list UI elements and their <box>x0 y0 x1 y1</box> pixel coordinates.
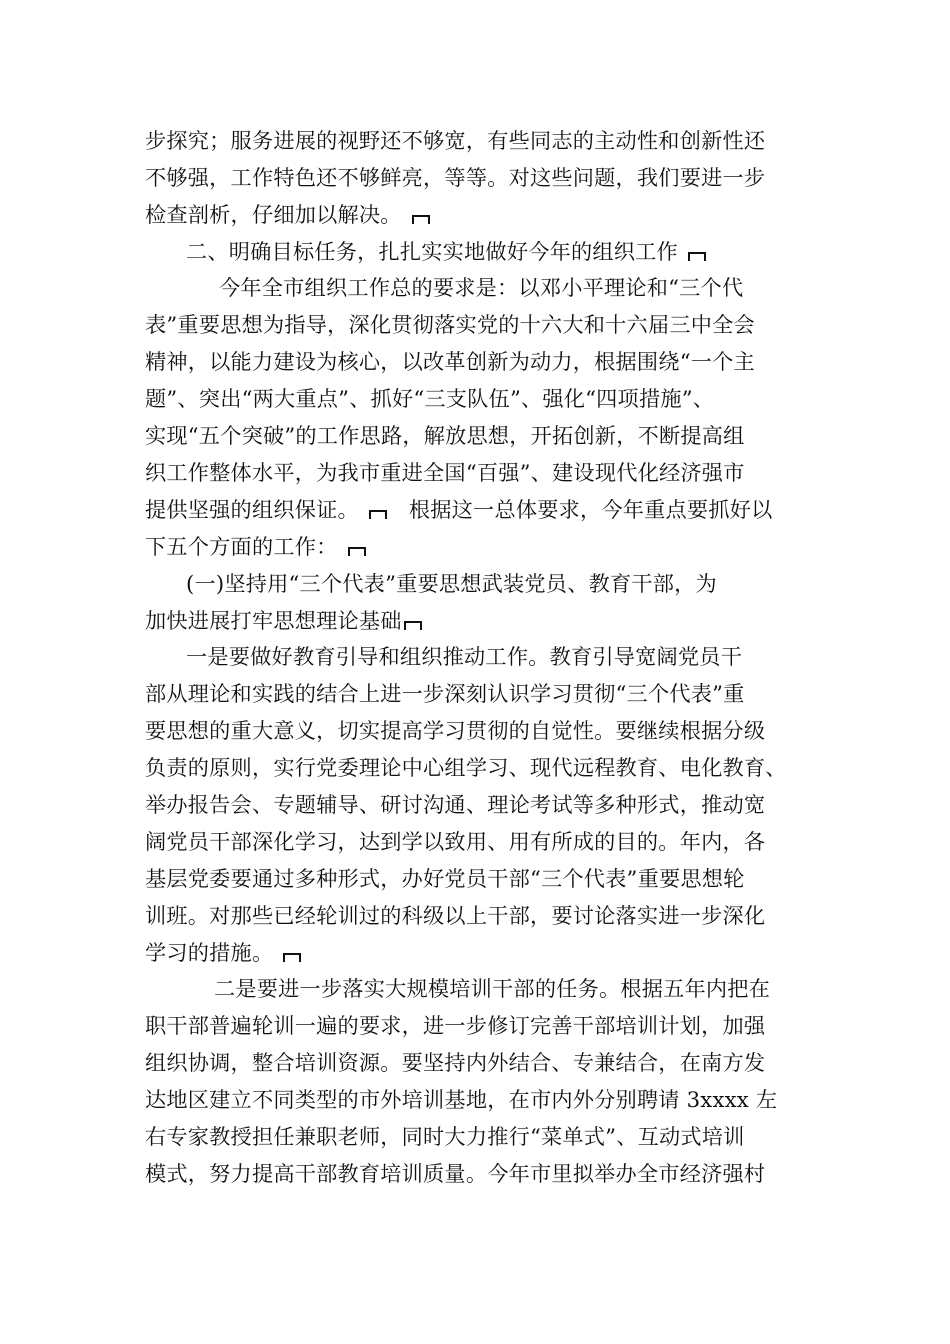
text-line: 要思想的重大意义，切实提高学习贯彻的自觉性。要继续根据分级 <box>145 718 766 743</box>
text-line: 阔党员干部深化学习，达到学以致用、用有所成的目的。年内，各 <box>145 829 766 854</box>
text-line: 基层党委要通过多种形式，办好党员干部“三个代表”重要思想轮 <box>145 866 745 891</box>
subsection-heading: 加快进展打牢思想理论基础 <box>145 601 825 641</box>
text-line: 举办报告会、专题辅导、研讨沟通、理论考试等多种形式，推动宽 <box>145 792 766 817</box>
subsection-heading: (一)坚持用“三个代表”重要思想武装党员、教育干部，为 <box>186 571 717 596</box>
text-line: 表”重要思想为指导，深化贯彻落实党的十六大和十六届三中全会 <box>145 312 755 337</box>
text-line: 检查剖析，仔细加以解决。 <box>145 195 825 235</box>
text-line: 织工作整体水平，为我市重进全国“百强”、建设现代化经济强市 <box>145 460 745 485</box>
text-line: 题”、突出“两大重点”、抓好“三支队伍”、强化“四项措施”、 <box>145 386 715 411</box>
text-line: 学习的措施。 <box>145 933 825 973</box>
text-line: 部从理论和实践的结合上进一步深刻认识学习贯彻“三个代表”重 <box>145 681 745 706</box>
paragraph-mark-icon <box>369 510 387 519</box>
text-line: 提供坚强的组织保证。 根据这一总体要求，今年重点要抓好以 <box>145 497 773 522</box>
text-line: 组织协调，整合培训资源。要坚持内外结合、专兼结合，在南方发 <box>145 1050 766 1075</box>
paragraph-mark-icon <box>688 252 706 261</box>
text-line: 训班。对那些已经轮训过的科级以上干部，要讨论落实进一步深化 <box>145 903 766 928</box>
section-heading: 二、明确目标任务，扎扎实实地做好今年的组织工作 <box>186 232 866 272</box>
paragraph-mark-icon <box>412 215 430 224</box>
text-line: 精神，以能力建设为核心，以改革创新为动力，根据围绕“一个主 <box>145 349 755 374</box>
text-line: 步探究；服务进展的视野还不够宽，有些同志的主动性和创新性还 <box>145 128 766 153</box>
paragraph-mark-icon <box>404 621 422 630</box>
text-line: 职干部普遍轮训一遍的要求，进一步修订完善干部培训计划，加强 <box>145 1013 766 1038</box>
text-line: 不够强，工作特色还不够鲜亮，等等。对这些问题，我们要进一步 <box>145 165 766 190</box>
paragraph-mark-icon <box>283 953 301 962</box>
paragraph-mark-icon <box>348 547 366 556</box>
text-line: 今年全市组织工作总的要求是：以邓小平理论和“三个代 <box>219 275 744 300</box>
text-line: 负责的原则，实行党委理论中心组学习、现代远程教育、电化教育、 <box>145 755 787 780</box>
text-line: 实现“五个突破”的工作思路，解放思想，开拓创新，不断提高组 <box>145 423 745 448</box>
text-line: 右专家教授担任兼职老师，同时大力推行“菜单式”、互动式培训 <box>145 1124 745 1149</box>
text-line: 一是要做好教育引导和组织推动工作。教育引导宽阔党员干 <box>186 644 743 669</box>
text-line: 下五个方面的工作： <box>145 527 825 567</box>
text-line: 模式，努力提高干部教育培训质量。今年市里拟举办全市经济强村 <box>145 1161 766 1186</box>
text-line: 二是要进一步落实大规模培训干部的任务。根据五年内把在 <box>214 976 771 1001</box>
text-line: 达地区建立不同类型的市外培训基地，在市内外分别聘请 3xxxx 左 <box>145 1087 778 1112</box>
